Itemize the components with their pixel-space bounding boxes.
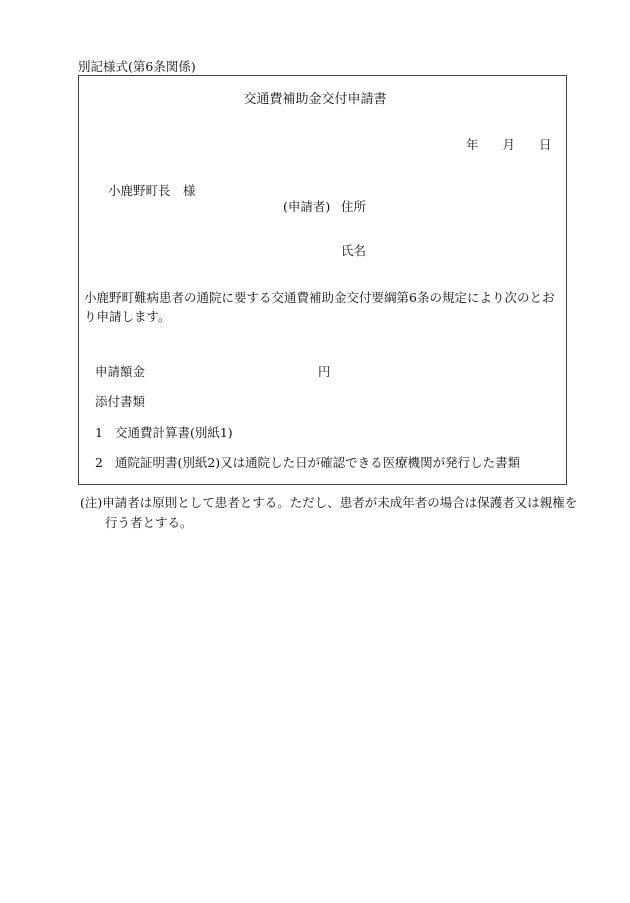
applicant-name-label: 氏名 [341, 243, 367, 258]
attachments-heading: 添付書類 [95, 394, 146, 409]
amount-unit: 円 [318, 364, 331, 379]
date-year: 年 [466, 137, 479, 152]
applicant-address-label: 住所 [341, 199, 367, 214]
attachment-number: 1 [95, 425, 103, 440]
note-text: (注)申請者は原則として患者とする。ただし、患者が未成年者の場合は保護者又は親権を行う者とする。 [80, 495, 578, 530]
attachment-text: 通院証明書(別紙2)又は通院した日が確認できる医療機関が発行した書類 [114, 455, 521, 470]
body-text: 小鹿野町難病患者の通院に要する交通費補助金交付要綱第6条の規定により次のとおり申請します。 [84, 290, 555, 325]
form-title: 交通費補助金交付申請書 [243, 92, 387, 107]
amount-label: 申請額金 [95, 364, 146, 379]
attachment-item [95, 455, 520, 470]
applicant-role: (申請者) [283, 199, 331, 214]
date-line [466, 137, 552, 152]
form-label: 別記様式(第6条関係) [78, 59, 196, 74]
addressee: 小鹿野町長 様 [108, 183, 196, 198]
attachment-number: 2 [95, 455, 103, 470]
attachment-item [95, 425, 233, 440]
date-day: 日 [539, 137, 552, 152]
date-month: 月 [502, 137, 516, 152]
attachment-text: 交通費計算書(別紙1) [114, 425, 233, 440]
